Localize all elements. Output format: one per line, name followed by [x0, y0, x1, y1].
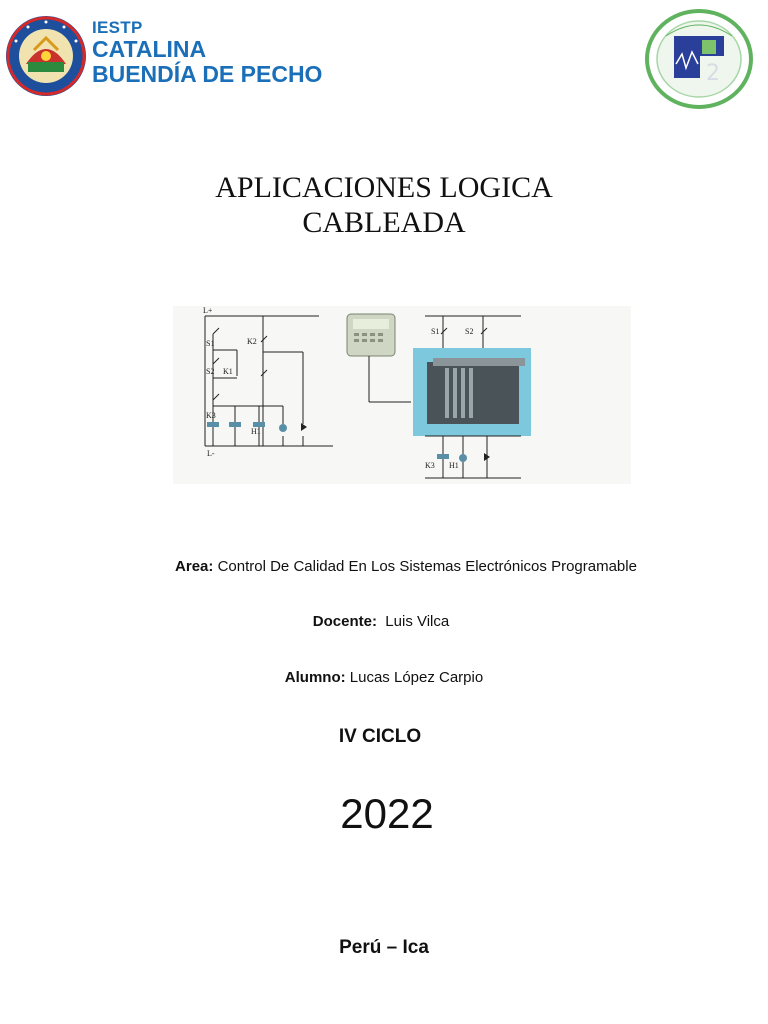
document-title [0, 170, 768, 240]
label-k2-left: K2 [247, 337, 257, 346]
label-supply-neg: L- [207, 449, 215, 458]
label-h1-right: H1 [449, 461, 459, 470]
alumno-label: Alumno: [284, 669, 346, 686]
label-s2-left: S2 [206, 367, 215, 376]
docente-label: Docente: [312, 613, 377, 630]
title-line-2: CABLEADA [302, 206, 466, 239]
handheld-programmer-icon [347, 314, 395, 356]
school-name-line2: BUENDÍA DE PECHO [92, 61, 323, 87]
area-value: Control De Calidad En Los Sistemas Electrónicos Programable [217, 558, 637, 575]
ciclo-heading: IV CICLO [338, 726, 422, 747]
institute-seal-logo [4, 14, 88, 98]
label-s1-right: S1 [431, 327, 440, 336]
electronics-emblem-logo [644, 8, 754, 110]
docente-line [0, 613, 765, 630]
label-s1-left: S1 [206, 339, 215, 348]
school-name-block [92, 18, 322, 87]
school-acronym: IESTP [92, 18, 143, 37]
label-h1-left: H1 [251, 427, 261, 436]
label-k3-right: K3 [425, 461, 435, 470]
label-k1-left: K1 [223, 367, 233, 376]
place-heading: Perú – Ica [339, 937, 429, 958]
alumno-value: Lucas López Carpio [349, 669, 484, 686]
label-supply-pos: L+ [203, 306, 213, 315]
alumno-line [0, 669, 768, 686]
svg-text:2: 2 [706, 61, 720, 86]
hardwired-ladder-diagram [205, 316, 333, 446]
year-heading: 2022 [340, 790, 434, 837]
area-line [22, 558, 768, 575]
docente-value: Luis Vilca [385, 613, 450, 630]
wiring-vs-plc-diagram [173, 306, 631, 484]
title-line-1: APLICACIONES LOGICA [215, 171, 553, 204]
area-label: Area: [175, 558, 214, 575]
plc-unit-image [413, 348, 531, 436]
school-name-line1: CATALINA [92, 36, 207, 62]
label-k3-left: K3 [206, 411, 216, 420]
label-s2-right: S2 [465, 327, 474, 336]
